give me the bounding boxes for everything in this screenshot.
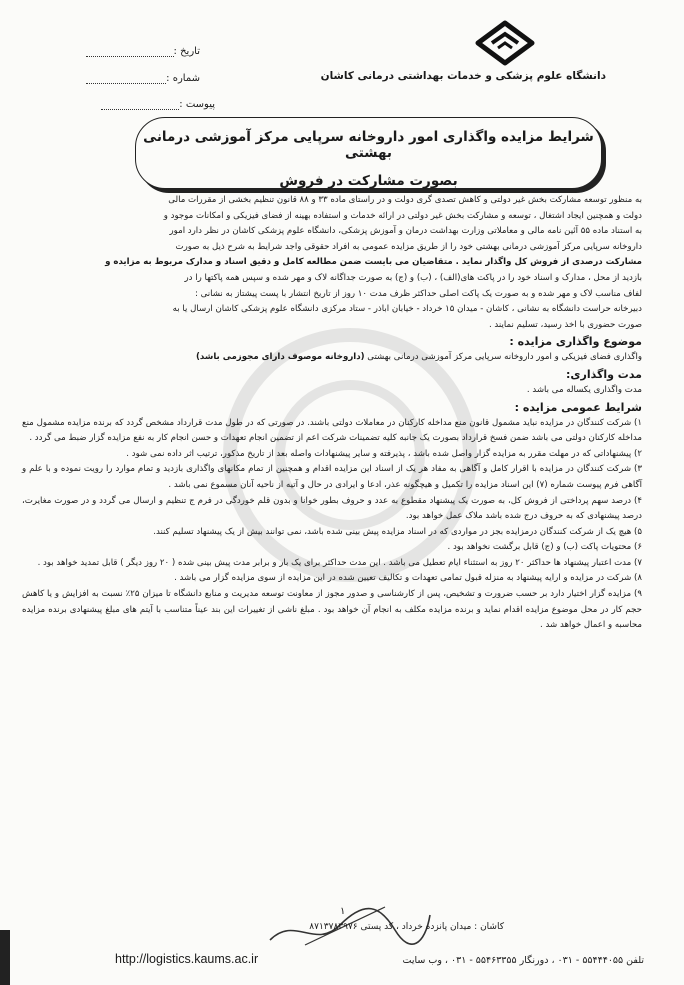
footer-website-link[interactable]: http://logistics.kaums.ac.ir — [115, 952, 259, 966]
intro-line: به منظور توسعه مشارکت بخش غیر دولتی و کاهش تصدی گری دولت و در راستای ماده ۳۳ و ۸۸ قانون تنظیم بخشی از مقررات مالی — [168, 195, 642, 205]
intro-line: دبیرخانه حراست دانشگاه به نشانی ، کاشان - میدان ۱۵ خرداد - خیابان اباذر - ستاد مرکزی دانشگاه علوم پزشکی کاشان ارسال یا به — [172, 304, 642, 315]
document-body — [22, 193, 642, 634]
duration-text: مدت واگذاری یکساله می باشد . — [526, 384, 642, 395]
intro-line: لفاف مناسب لاک و مهر شده و به صورت یک پاکت اصلی حداکثر ظرف مدت ۱۰ روز از تاریخ انتشار با پست پیشتاز به نشانی : — [194, 288, 642, 299]
subject-heading: موضوع واگذاری مزایده : — [509, 335, 642, 349]
duration-heading: مدت واگذاری: — [566, 367, 642, 381]
condition-item: ۹) مزایده گزار اختیار دارد بر حسب ضرورت و تشخیص، پس از کارشناسی و صدور مجوز از معاونت توسعه مدیریت و منابع دانشگاه تا میزان ۲۵٪ نسبت به افزایش و یا کاهش حجم کار در محل موضوع مزایده اقدام نماید و برنده مزایده مکلف به انجام آن خواهد بود . مبلغ ناشی از تغییرات این بند عیناً متناسب با آیتم های مبلغ پیشنهادی برنده مزایده محاسبه و اعمال خواهد شد . — [22, 589, 642, 631]
subject-note: (داروخانه موصوف دارای مجوزمی باشد) — [195, 352, 365, 363]
title-box — [135, 117, 602, 189]
intro-line: به استناد ماده ۵۵ آئین نامه مالی و معاملاتی وزارت بهداشت درمان و آموزش پزشکی، دانشگاه علوم پزشکی کاشان در نظر دارد امور — [169, 226, 642, 237]
scan-edge — [0, 930, 10, 985]
intro-line: مشارکت درصدی از فروش کل واگذار نماید . متقاضیان می بایست ضمن مطالعه کامل و دقیق اسناد و مدارک مربوط به مزایده و — [105, 257, 642, 268]
intro-line: صورت حضوری با اخذ رسید، تسلیم نمایند . — [488, 319, 642, 330]
attachment-label: پیوست : — [179, 99, 215, 110]
title-line-1: شرایط مزایده واگذاری امور داروخانه سرپایی مرکز آموزشی درمانی بهشتی — [143, 129, 594, 161]
date-label: تاریخ : — [173, 46, 200, 57]
general-conditions-heading: شرایط عمومی مزایده : — [514, 400, 642, 414]
university-name: دانشگاه علوم پزشکی و خدمات بهداشتی درمانی کاشان — [320, 70, 606, 82]
footer-contact: تلفن ۵۵۴۴۴۰۵۵ - ۰۳۱ ، دورنگار ۵۵۴۶۳۳۵۵ - ۰۳۱ ، وب سایت — [402, 955, 644, 966]
subject-description: واگذاری فضای فیزیکی و امور داروخانه سرپایی مرکز آموزشی درمانی بهشتی — [367, 352, 642, 363]
number-label: شماره : — [166, 73, 200, 84]
page-number: ۱ — [340, 906, 346, 917]
condition-item: ۵) هیچ یک از شرکت کنندگان درمزایده بجز در مواردی که در اسناد مزایده پیش بینی شده باشد، نمی توانند بیش از یک پیشنهاد تسلیم کنند. — [153, 526, 642, 537]
condition-item: ۷) مدت اعتبار پیشنهاد ها حداکثر ۲۰ روز به استثناء ایام تعطیل می باشد . این مدت حداکثر برای یک بار و برابر مدت پیش بینی شده ( ۲۰ روز دیگر ) قابل تمدید خواهد بود . — [37, 557, 642, 568]
condition-item: ۳) شرکت کنندگان در مزایده با اقرار کامل و آگاهی به مفاد هر یک از اسناد این مزایده اقدام و همچنین از تمام مکانهای واگذاری بازدید و تمام موارد را رویت نموده و با علم و آگاهی فرم پیوست شماره (۷) این اسناد مزایده را تکمیل و هیچگونه عذر، ادعا و ایرادی در حال و آتیه از ناحیه آنان مسموع نمی باشد . — [22, 464, 642, 490]
subject-text — [22, 350, 642, 366]
condition-item: ۶) محتویات پاکت (ب) و (ج) قابل برگشت نخواهد بود . — [447, 542, 642, 553]
attachment-field — [95, 99, 215, 110]
intro-line: بازدید از محل ، مدارک و اسناد خود را در پاکت های(الف) ، (ب) و (ج) به صورت جداگانه لاک و مهر شده و سپس همه پاکتها را در — [184, 272, 642, 283]
condition-item: ۲) پیشنهاداتی که در مهلت مقرر به مزایده گزار واصل شده باشد ، پذیرفته و سایر پیشنهادات واصله بعد از تاریخ مذکور، ترتیب اثر داده نمی شود . — [126, 448, 642, 459]
footer-address: کاشان : میدان پانزده خرداد ، کد پستی ۸۷۱۳۷۸۳۹۷۶ — [309, 922, 504, 932]
university-logo-icon — [470, 20, 540, 66]
condition-item: ۴) درصد سهم پرداختی از فروش کل، به صورت یک پیشنهاد مقطوع به عدد و حروف بطور خوانا و بدون قلم خوردگی در فرم ج تنظیم و ارسال می گردد و در صورت مغایرت، درصد پیشنهادی که به حروف درج شده باشد ملاک عمل خواهد بود. — [22, 495, 642, 522]
title-line-2: بصورت مشارکت در فروش — [279, 173, 458, 189]
condition-item: ۱) شرکت کنندگان در مزایده نباید مشمول قانون منع مداخله کارکنان در معاملات دولتی باشند. در صورتی که در طول مدت قرارداد مشخص گردد که برنده مزایده مشمول منع مداخله کارکنان دولتی می باشد ضمن فسخ قرارداد بصورت یک جانبه کلیه تضمینات شرکت اعم از تضمین انجام تعهدات و حسن انجام کار به نفع مزایده گزار ضبط می گردد . — [22, 417, 642, 444]
number-field — [80, 73, 200, 84]
intro-line: دولت و همچنین ایجاد اشتغال ، توسعه و مشارکت بخش غیر دولتی در ارائه خدمات و استفاده بهینه از فضای فیزیکی و امکانات موجود و — [163, 210, 642, 221]
intro-line: داروخانه سرپایی مرکز آموزشی درمانی بهشتی خود را از طریق مزایده عمومی به افراد حقوقی واجد شرایط به شرح ذیل به صورت — [175, 241, 642, 252]
date-field — [80, 46, 200, 57]
condition-item: ۸) شرکت در مزایده و ارایه پیشنهاد به منزله قبول تمامی تعهدات و تکالیف تعیین شده در این مزایده از سوی مزایده گزار می باشد . — [174, 573, 642, 584]
